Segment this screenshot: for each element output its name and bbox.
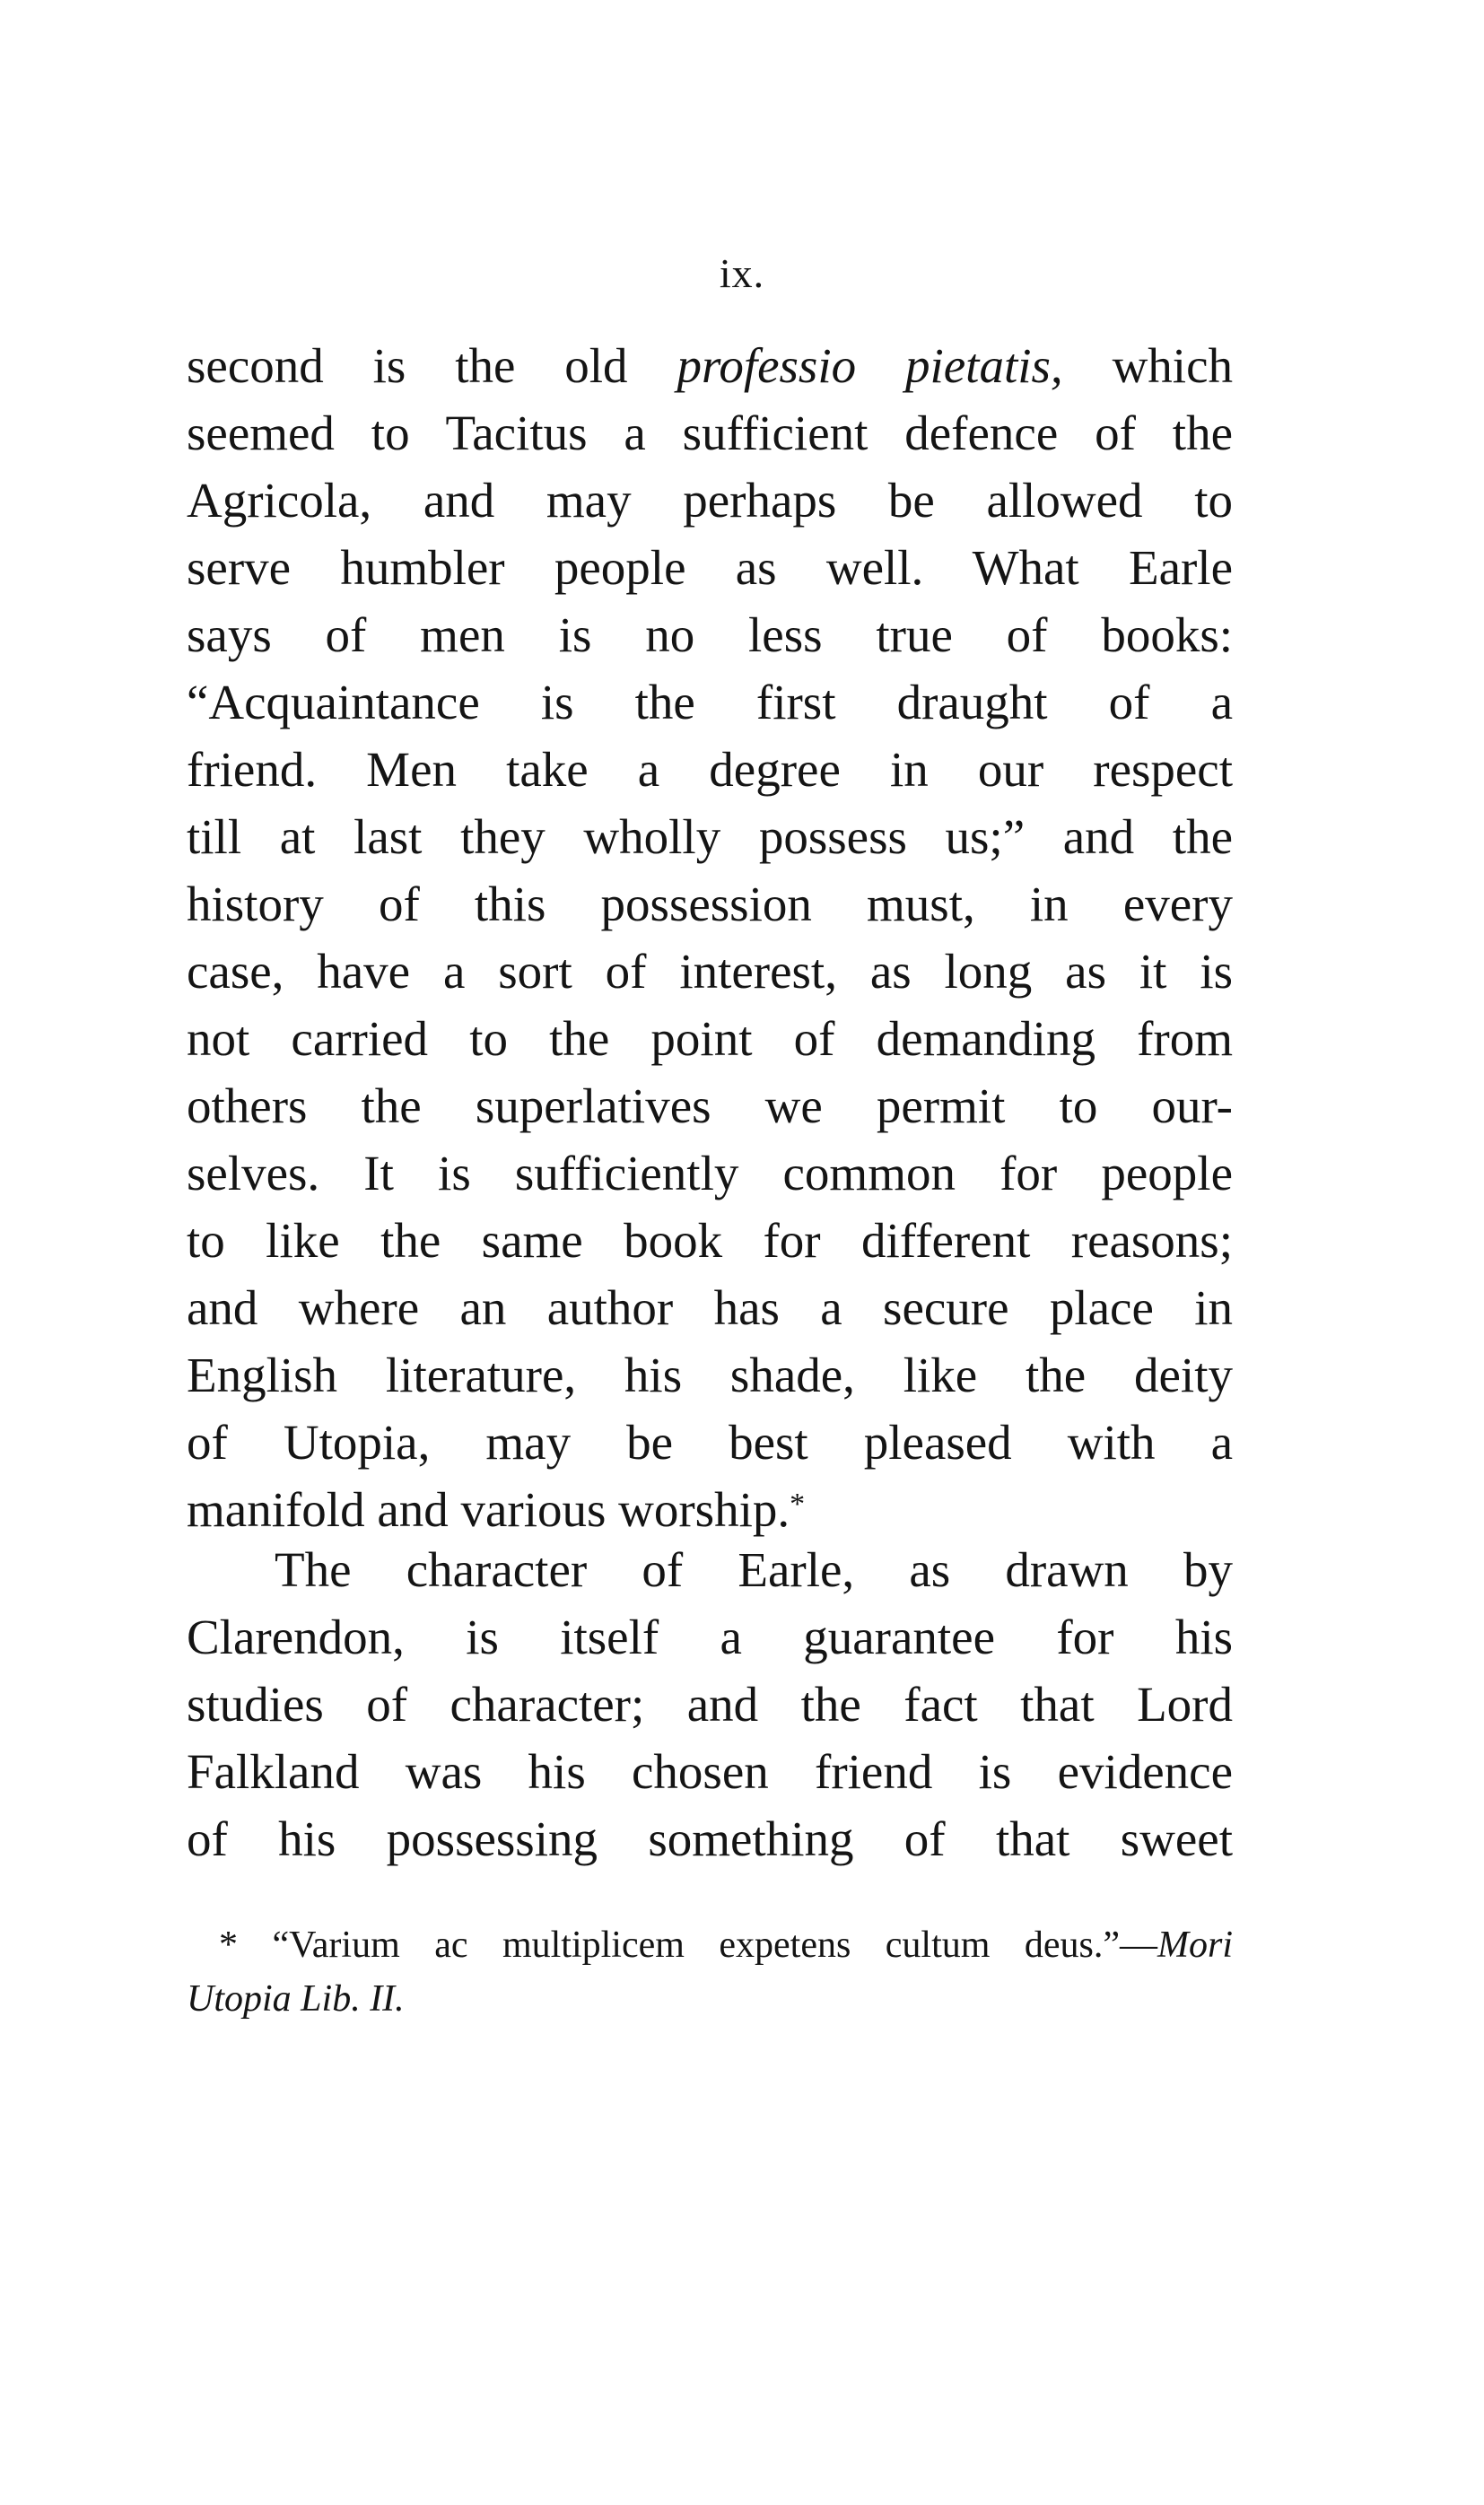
text-line: Clarendon, is itself a guarantee for his (187, 1610, 1233, 1664)
text-line: of Utopia, may be best pleased with a (187, 1415, 1233, 1470)
text-line: studies of character; and the fact that Lord (187, 1677, 1233, 1732)
footnote-line (187, 1972, 1233, 2026)
text-line: Falkland was his chosen friend is evidence (187, 1744, 1233, 1799)
paragraph-2 (187, 1536, 1233, 1872)
italic-phrase: professio pietatis, (677, 338, 1063, 393)
text-line: friend. Men take a degree in our respect (187, 742, 1233, 797)
text-line: Agricola, and may perhaps be allowed to (187, 473, 1233, 528)
text-line: case, have a sort of interest, as long as it is (187, 944, 1233, 999)
text-line: “Acquaintance is the first draught of a (187, 675, 1233, 729)
footnote-mark: * (219, 1925, 238, 1966)
footnote-reference: * (790, 1488, 806, 1521)
text-line: English literature, his shade, like the deity (187, 1348, 1233, 1402)
text-line: The character of Earle, as drawn by (275, 1542, 1233, 1597)
text-line: says of men is no less true of books: (187, 607, 1233, 662)
text-line: and where an author has a secure place in (187, 1280, 1233, 1335)
text-line: seemed to Tacitus a sufficient defence of the (187, 406, 1233, 460)
text-line: others the superlatives we permit to our- (187, 1078, 1233, 1133)
footnote-citation: Utopia Lib. II. (187, 1978, 405, 2020)
text-line: not carried to the point of demanding from (187, 1011, 1233, 1066)
text-line: manifold and various worship.* (187, 1482, 806, 1537)
footnote (187, 1918, 1233, 2026)
page-number: ix. (719, 250, 765, 296)
text-line: selves. It is sufficiently common for people (187, 1146, 1233, 1200)
text-line: to like the same book for different reasons; (187, 1213, 1233, 1268)
paragraph-1 (187, 332, 1233, 1543)
text-line: serve humbler people as well. What Earle (187, 540, 1233, 595)
text-line: history of this possession must, in every (187, 877, 1233, 931)
text-line: second is the old professio pietatis, which (187, 338, 1233, 393)
footnote-line: * “Varium ac multiplicem expetens cultum deus.”—Mori (219, 1925, 1233, 1966)
text-line: till at last they wholly possess us;” and the (187, 809, 1233, 864)
text-line: of his possessing something of that sweet (187, 1811, 1233, 1866)
